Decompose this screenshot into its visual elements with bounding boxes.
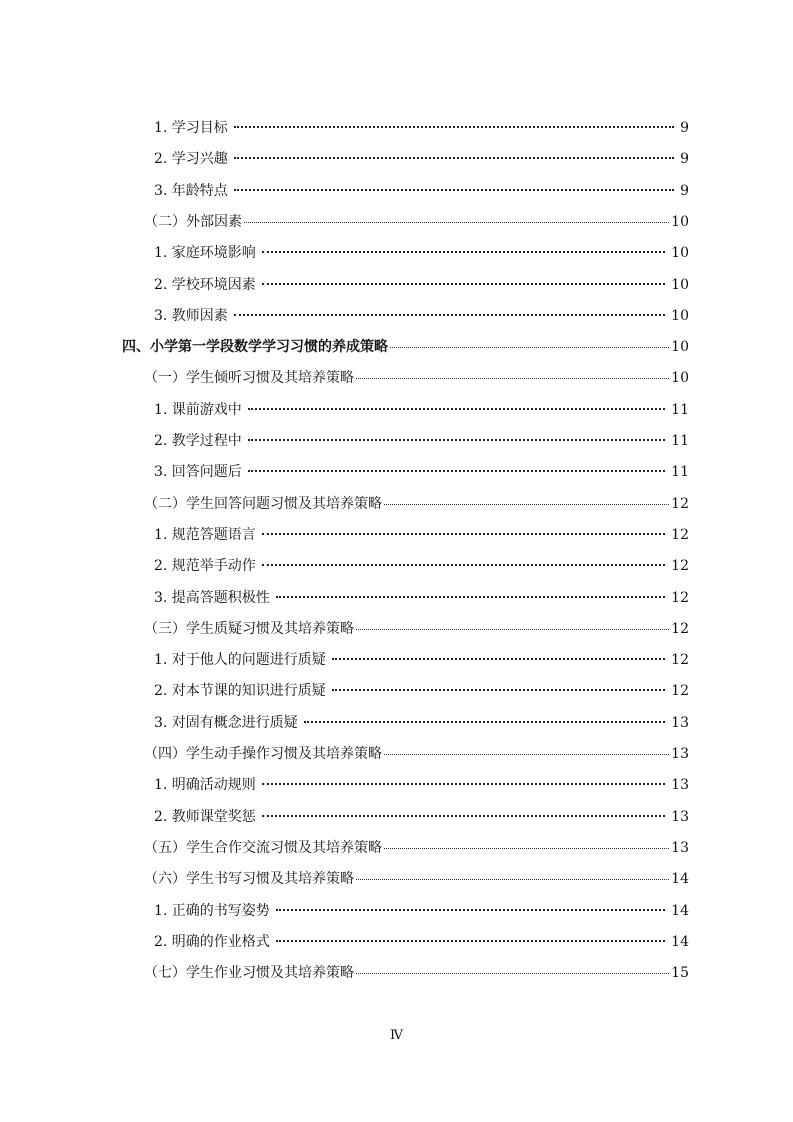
toc-entry-page-number: 12 — [671, 495, 689, 512]
toc-dot-leader — [356, 378, 669, 379]
toc-entry-page-number: 10 — [671, 370, 689, 387]
toc-entry[interactable] — [144, 837, 689, 857]
toc-entry-page-number: 11 — [671, 401, 689, 418]
toc-entry-title: 2. 学习兴趣 — [154, 151, 228, 168]
toc-entry-title: 3. 教师因素 — [154, 307, 228, 324]
toc-entry-page-number: 11 — [671, 464, 689, 481]
toc-dot-leader — [384, 848, 669, 849]
toc-entry-page-number: 13 — [671, 808, 689, 825]
toc-entry[interactable] — [154, 806, 689, 826]
toc-dot-leader — [356, 879, 669, 880]
toc-entry-title: 2. 学校环境因素 — [154, 276, 256, 293]
toc-entry-page-number: 13 — [671, 777, 689, 794]
toc-entry[interactable] — [154, 461, 689, 481]
toc-entry-page-number: 12 — [671, 683, 689, 700]
toc-entry-title: （七）学生作业习惯及其培养策略 — [144, 965, 354, 982]
toc-entry-page-number: 12 — [671, 526, 689, 543]
toc-entry-title: （六）学生书写习惯及其培养策略 — [144, 871, 354, 888]
toc-entry-page-number: 11 — [671, 433, 689, 449]
toc-entry[interactable] — [154, 430, 689, 450]
toc-dot-leader — [262, 564, 665, 566]
toc-dot-leader — [390, 347, 669, 348]
toc-entry-page-number: 10 — [671, 339, 689, 356]
toc-entry[interactable] — [154, 587, 689, 607]
toc-entry-title: 2. 教学过程中 — [154, 433, 242, 449]
toc-entry-title: 1. 明确活动规则 — [154, 777, 256, 794]
toc-dot-leader — [276, 940, 665, 942]
toc-dot-leader — [356, 629, 669, 630]
toc-entry-page-number: 14 — [671, 902, 689, 919]
toc-entry[interactable] — [154, 900, 689, 920]
toc-entry-page-number: 13 — [671, 746, 689, 762]
toc-entry-title: （一）学生倾听习惯及其培养策略 — [144, 370, 354, 387]
toc-entry[interactable] — [154, 180, 689, 200]
toc-entry-title: 1. 正确的书写姿势 — [154, 902, 270, 919]
toc-entry[interactable] — [144, 493, 689, 513]
toc-entry-page-number: 12 — [671, 652, 689, 669]
toc-entry-page-number: 9 — [680, 182, 689, 199]
toc-entry[interactable] — [154, 649, 689, 669]
toc-entry-title: （二）学生回答问题习惯及其培养策略 — [144, 495, 382, 512]
toc-entry[interactable] — [144, 367, 689, 387]
toc-entry-page-number: 10 — [671, 276, 689, 293]
toc-dot-leader — [262, 283, 665, 285]
toc-entry-title: 3. 提高答题积极性 — [154, 589, 270, 606]
toc-entry-page-number: 14 — [671, 871, 689, 888]
toc-entry-title: 2. 明确的作业格式 — [154, 933, 270, 950]
toc-entry-title: 3. 对固有概念进行质疑 — [154, 714, 298, 731]
toc-entry[interactable] — [154, 931, 689, 951]
toc-entry[interactable] — [154, 274, 689, 294]
toc-entry[interactable] — [154, 680, 689, 700]
toc-dot-leader — [262, 251, 665, 253]
toc-entry-title: 1. 规范答题语言 — [154, 526, 256, 543]
toc-dot-leader — [384, 504, 669, 505]
toc-entry-title: 3. 年龄特点 — [154, 182, 228, 199]
toc-entry-page-number: 13 — [671, 839, 689, 856]
toc-entry-page-number: 12 — [671, 558, 689, 575]
toc-entry-title: 1. 学习目标 — [154, 120, 228, 136]
toc-entry-title: 1. 对于他人的问题进行质疑 — [154, 652, 326, 669]
toc-entry-title: 3. 回答问题后 — [154, 464, 242, 481]
toc-dot-leader — [276, 596, 665, 598]
toc-entry-title: （三）学生质疑习惯及其培养策略 — [144, 620, 354, 637]
toc-entry-page-number: 15 — [671, 965, 689, 982]
toc-entry-page-number: 9 — [680, 120, 689, 136]
toc-entry[interactable] — [122, 336, 689, 356]
toc-entry-title: 2. 规范举手动作 — [154, 558, 256, 575]
toc-entry-title: 四、小学第一学段数学学习习惯的养成策略 — [122, 339, 388, 356]
toc-dot-leader — [262, 783, 665, 785]
toc-dot-leader — [234, 157, 674, 159]
toc-entry[interactable] — [154, 712, 689, 732]
toc-dot-leader — [244, 222, 669, 223]
toc-entry-page-number: 10 — [671, 307, 689, 324]
toc-entry[interactable] — [144, 962, 689, 982]
toc-dot-leader — [248, 408, 665, 410]
toc-dot-leader — [234, 314, 665, 316]
toc-dot-leader — [356, 973, 669, 974]
toc-entry-page-number: 14 — [671, 933, 689, 950]
toc-dot-leader — [248, 470, 665, 472]
toc-entry-title: 2. 教师课堂奖惩 — [154, 808, 256, 825]
toc-dot-leader — [384, 754, 669, 755]
toc-dot-leader — [234, 126, 674, 128]
toc-entry[interactable] — [154, 524, 689, 544]
toc-entry-page-number: 12 — [671, 589, 689, 606]
toc-dot-leader — [234, 189, 674, 191]
toc-entry[interactable] — [154, 555, 689, 575]
toc-entry[interactable] — [144, 211, 689, 231]
toc-entry-title: （二）外部因素 — [144, 213, 242, 230]
toc-entry-title: （四）学生动手操作习惯及其培养策略 — [144, 746, 382, 762]
toc-entry[interactable] — [154, 242, 689, 262]
toc-entry[interactable] — [144, 618, 689, 638]
toc-entry-page-number: 9 — [680, 151, 689, 168]
toc-dot-leader — [332, 689, 665, 691]
toc-dot-leader — [332, 658, 665, 660]
toc-entry-page-number: 10 — [671, 245, 689, 262]
toc-entry-title: 1. 课前游戏中 — [154, 401, 242, 418]
toc-dot-leader — [262, 533, 665, 535]
toc-entry[interactable] — [154, 148, 689, 168]
toc-dot-leader — [276, 909, 665, 911]
toc-entry[interactable] — [144, 743, 689, 763]
toc-entry[interactable] — [154, 117, 689, 137]
toc-entry-title: （五）学生合作交流习惯及其培养策略 — [144, 839, 382, 856]
toc-entry[interactable] — [154, 399, 689, 419]
toc-entry[interactable] — [154, 774, 689, 794]
page-number: Ⅳ — [390, 1028, 403, 1043]
toc-entry-page-number: 13 — [671, 714, 689, 731]
toc-dot-leader — [304, 721, 665, 723]
toc-dot-leader — [262, 815, 665, 817]
toc-entry[interactable] — [154, 305, 689, 325]
toc-entry[interactable] — [144, 868, 689, 888]
toc-entry-page-number: 10 — [671, 213, 689, 230]
toc-entry-page-number: 12 — [671, 620, 689, 637]
toc-entry-title: 2. 对本节课的知识进行质疑 — [154, 683, 326, 700]
toc-entry-title: 1. 家庭环境影响 — [154, 245, 256, 262]
toc-dot-leader — [248, 439, 665, 441]
